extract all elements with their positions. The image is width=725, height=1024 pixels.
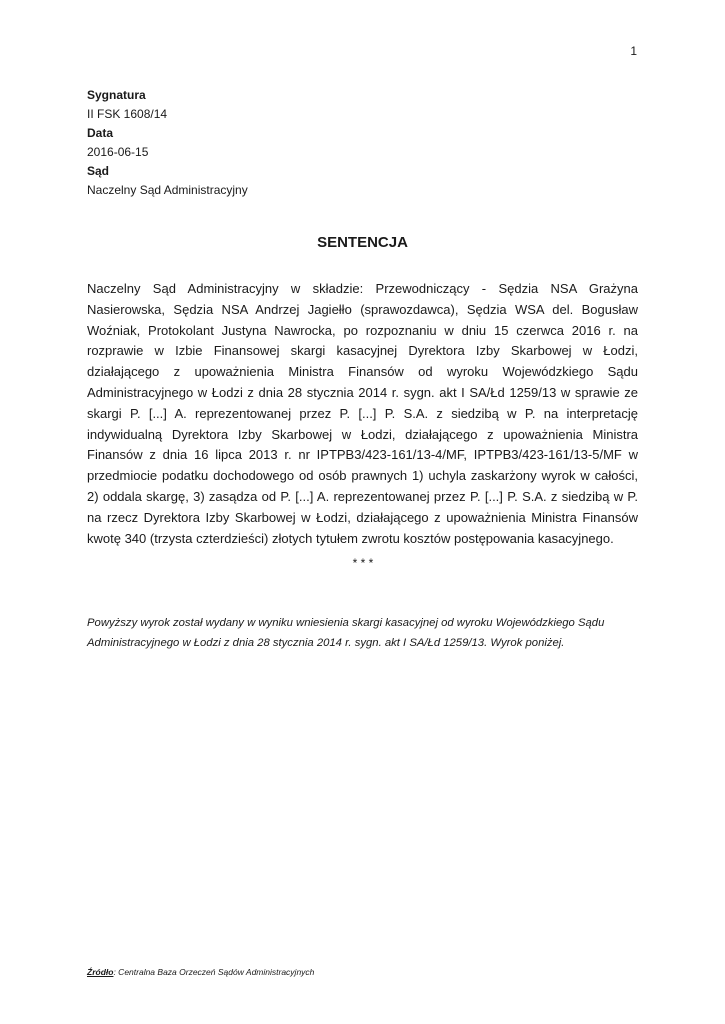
date-label: Data (87, 126, 114, 140)
source-footer (87, 967, 314, 977)
source-text: : Centralna Baza Orzeczeń Sądów Administracyjnych (113, 967, 315, 977)
signature-label: Sygnatura (87, 88, 146, 102)
court-value: Naczelny Sąd Administracyjny (87, 183, 248, 197)
court-label: Sąd (87, 164, 110, 178)
sentence-body: Naczelny Sąd Administracyjny w składzie: Przewodniczący - Sędzia NSA Grażyna Nasierowska, Sędzia NSA Andrzej Jagiełło (sprawozdawca), Sędzia WSA del. Bogusław Woźniak, Protokolant Justyna Nawrocka, po rozpoznaniu w dniu 15 czerwca 2016 r. na rozprawie w Izbie Finansowej skargi kasacyjnej Dyrektora Izby Skarbowej w Łodzi, działającego z upoważnienia Ministra Finansów od wyroku Wojewódzkiego Sądu Administracyjnego w Łodzi z dnia 28 stycznia 2014 r. sygn. akt I SA/Łd 1259/13 w sprawie ze skargi P. [...] A. reprezentowanej przez P. [...] P. S.A. z siedzibą w P. na interpretację indywidualną Dyrektora Izby Skarbowej w Łodzi, działającego z upoważnienia Ministra Finansów z dnia 16 lipca 2013 r. nr IPTPB3/423-161/13-4/MF, IPTPB3/423-161/13-5/MF w przedmiocie podatku dochodowego od osób prawnych 1) uchyla zaskarżony wyrok w całości, 2) oddala skargę, 3) zasądza od P. [...] A. reprezentowanej przez P. [...] P. S.A. z siedzibą w P. na rzecz Dyrektora Izby Skarbowej w Łodzi, działającego z upoważnienia Ministra Finansów kwotę 340 (trzysta czterdzieści) złotych tytułem zwrotu kosztów postępowania kasacyjnego. (87, 281, 638, 546)
date-value: 2016-06-15 (87, 145, 149, 159)
document-title: SENTENCJA (317, 234, 408, 251)
section-separator: * * * (352, 556, 373, 570)
source-label: Źródło (87, 967, 114, 977)
judgment-note: Powyższy wyrok został wydany w wyniku wniesienia skargi kasacyjnej od wyroku Wojewódzkiego Sądu Administracyjnego w Łodzi z dnia 28 stycznia 2014 r. sygn. akt I SA/Łd 1259/13. Wyrok poniżej. (87, 617, 605, 649)
page-number: 1 (630, 44, 637, 58)
signature-value: II FSK 1608/14 (87, 107, 168, 121)
metadata-block (87, 86, 248, 200)
